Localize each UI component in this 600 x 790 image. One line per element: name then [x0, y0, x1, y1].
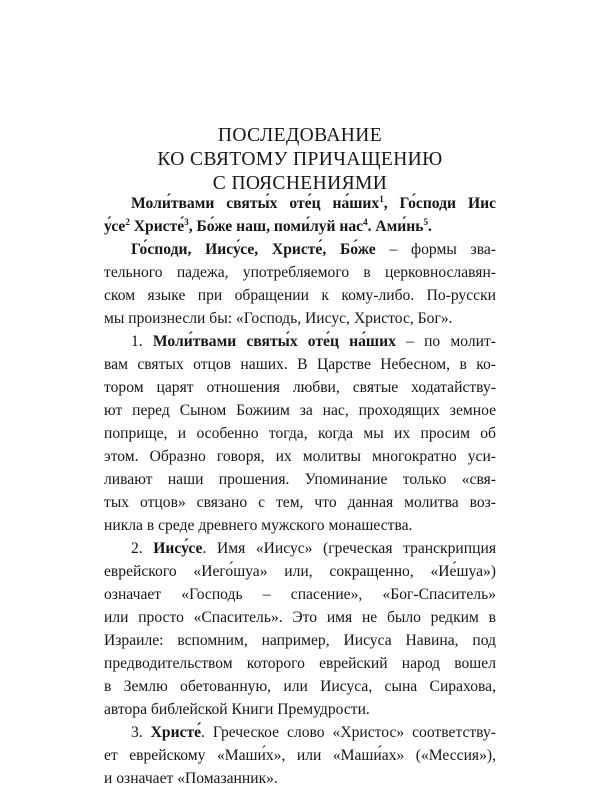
text-line: $у́се^2$ Христе́$^3$, Бо́же наш, поми́луй нас$^4$. $Ами́нь^5$.: [104, 217, 432, 235]
text-line: ливают наши прошения. Упоминание только «свя-: [104, 471, 496, 488]
text-line: еврейского «Иего́шуа» или, сокращенно, «Ие́шуа»): [104, 563, 496, 580]
title-line-1: ПОСЛЕДОВАНИЕ: [217, 125, 383, 146]
text-line: тором царят отношения любви, святые ходатайству-: [104, 379, 496, 396]
text-line: означает «Господь – спасение», «Бог-Спаситель»: [104, 586, 496, 603]
paragraph-vocative: [104, 238, 496, 330]
text-line: или просто «Спаситель». Это имя не было редким в: [104, 609, 496, 626]
paragraph-note-1: [104, 330, 496, 537]
text-line: ет еврейскому «Маши́х», или «Маши́ах» («Мессия»),: [104, 747, 496, 764]
text-line: никла в среде древнего мужского монашества.: [104, 517, 413, 534]
text-line: поприще, и особенно тогда, когда мы их просим об: [104, 425, 496, 442]
body-text: [104, 192, 496, 790]
text-line: 1. Моли́твами святы́х оте́ц на́ших – по молит-: [131, 333, 497, 350]
paragraph-note-2: [104, 537, 496, 721]
prayer-paragraph: [104, 192, 496, 238]
text-line: в Землю обетованную, или Иисуса, сына Сирахова,: [104, 678, 496, 695]
title-line-3: С ПОЯСНЕНИЯМИ: [212, 173, 388, 194]
text-line: тельного падежа, употребляемого в церковнославян-: [104, 264, 496, 281]
text-line: этом. Образно говоря, их молитвы многократно уси-: [104, 448, 496, 465]
text-line: и означает «Помазанник».: [104, 770, 278, 787]
page-title: [0, 124, 600, 196]
text-line: Го́споди, Иису́се, Христе́, Бо́же – формы зва-: [131, 241, 496, 258]
title-line-2: КО СВЯТОМУ ПРИЧАЩЕНИЮ: [157, 149, 443, 170]
paragraph-note-3: [104, 721, 496, 790]
text-line: ют перед Сыном Божиим за нас, проходящих земное: [104, 402, 496, 419]
text-line: 3. Христе́. Греческое слово «Христос» соответству-: [131, 724, 496, 741]
text-line: автора библейской Книги Премудрости.: [104, 701, 370, 718]
text-line: Израиле: вспомним, например, Иисуса Навина, под: [104, 632, 496, 649]
text-line: мы произнесли бы: «Господь, Иисус, Христос, Бог».: [104, 310, 453, 327]
text-line: вам святых отцов наших. В Царстве Небесном, в ко-: [104, 356, 496, 373]
text-line: Моли́твами святы́х оте́ц на́ших$^1$, Го́споди Иис: [131, 194, 496, 212]
text-line: тых отцов» связано с тем, что данная молитва воз-: [104, 494, 496, 511]
text-line: ском языке при обращении к кому-либо. По-русски: [104, 287, 496, 304]
text-line: предводительством которого еврейский народ вошел: [104, 655, 496, 672]
text-line: 2. Иису́се. Имя «Иисус» (греческая транскрипция: [131, 540, 496, 557]
